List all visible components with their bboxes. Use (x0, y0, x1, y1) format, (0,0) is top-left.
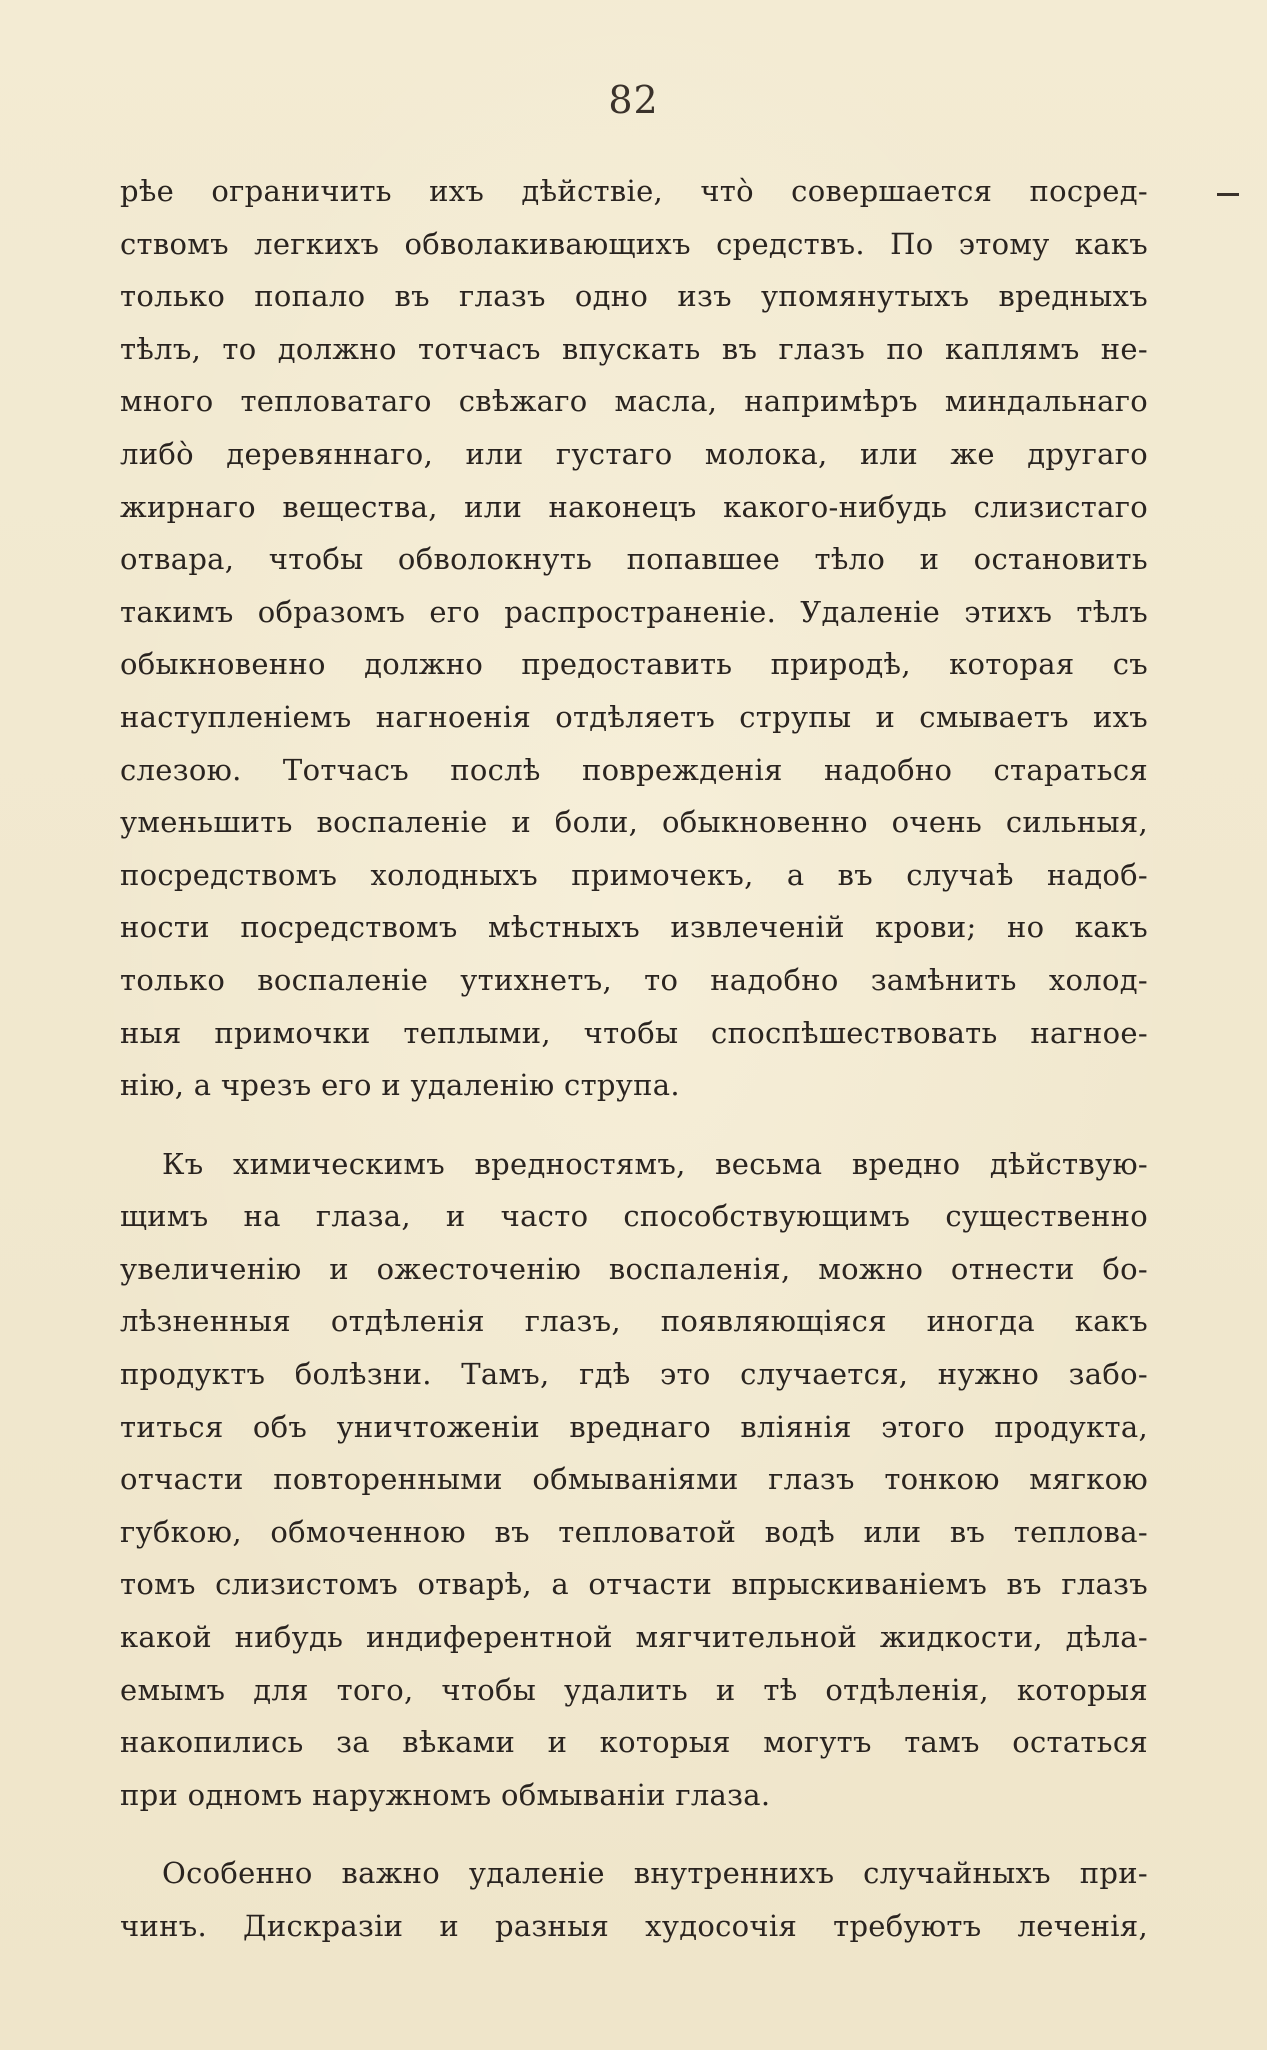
text-line: ности посредствомъ мѣстныхъ извлеченiй крови; но какъ (120, 910, 1148, 945)
page-number: 82 (608, 78, 659, 122)
text-line: Къ химическимъ вредностямъ, весьма вредно дѣйствую- (162, 1146, 1148, 1181)
text-line: только воспаленiе утихнетъ, то надобно замѣнить холод- (120, 962, 1148, 997)
text-line: при одномъ наружномъ обмыванiи глаза. (120, 1777, 771, 1812)
text-line: отчасти повторенными обмыванiями глазъ тонкою мягкою (120, 1462, 1148, 1497)
text-line: лѣзненныя отдѣленiя глазъ, появляющiяся иногда какъ (120, 1304, 1148, 1339)
text-line: емымъ для того, чтобы удалить и тѣ отдѣленiя, которыя (120, 1672, 1148, 1707)
text-line: обыкновенно должно предоставить природѣ, которая съ (120, 647, 1148, 682)
text-line: жирнаго вещества, или наконецъ какого-нибудь слизистаго (120, 489, 1148, 524)
text-line: губкою, обмоченною въ тепловатой водѣ или въ теплова- (120, 1514, 1148, 1549)
text-line: рѣе ограничить ихъ дѣйствiе, чтò совершается посред- (120, 174, 1148, 208)
text-line: такимъ образомъ его распространенiе. Удаленiе этихъ тѣлъ (120, 594, 1148, 629)
text-line: слезою. Тотчасъ послѣ поврежденiя надобно стараться (120, 752, 1148, 787)
text-line: только попало въ глазъ одно изъ упомянутыхъ вредныхъ (120, 279, 1148, 314)
text-line: ныя примочки теплыми, чтобы споспѣшествовать нагное- (120, 1015, 1148, 1050)
text-line: увеличенiю и ожесточенiю воспаленiя, можно отнести бо- (120, 1251, 1148, 1286)
text-line: томъ слизистомъ отварѣ, а отчасти впрыскиванiемъ въ глазъ (120, 1567, 1148, 1602)
text-line: какой нибудь индиферентной мягчительной жидкости, дѣла- (120, 1620, 1148, 1655)
text-line: накопились за вѣками и которыя могутъ тамъ остаться (120, 1725, 1148, 1760)
text-line: нiю, а чрезъ его и удаленiю струпа. (120, 1068, 680, 1103)
text-line: щимъ на глаза, и часто способствующимъ существенно (120, 1199, 1148, 1234)
text-line: титься объ уничтоженiи вреднаго влiянiя этого продукта, (120, 1409, 1148, 1444)
text-line: продуктъ болѣзни. Тамъ, гдѣ это случается, нужно забо- (120, 1357, 1148, 1392)
text-line: отвара, чтобы обволокнуть попавшее тѣло и остановить (120, 542, 1148, 577)
text-line: Особенно важно удаленiе внутреннихъ случайныхъ при- (162, 1856, 1148, 1891)
text-line: много тепловатаго свѣжаго масла, напримѣръ миндальнаго (120, 384, 1148, 419)
text-line: тѣлъ, то должно тотчасъ впускать въ глазъ по каплямъ не- (120, 331, 1148, 366)
text-line: либò деревяннаго, или густаго молока, или же другаго (120, 436, 1148, 471)
text-line: уменьшить воспаленiе и боли, обыкновенно очень сильныя, (120, 805, 1148, 840)
text-line: посредствомъ холодныхъ примочекъ, а въ случаѣ надоб- (120, 857, 1148, 892)
paragraph-gap (120, 1821, 1148, 1847)
page-text (120, 165, 1148, 1953)
paragraph-2 (120, 1138, 1148, 1822)
text-line: ствомъ легкихъ обволакивающихъ средствъ. По этому какъ (120, 226, 1148, 261)
paragraph-gap (120, 1112, 1148, 1138)
paragraph-1 (120, 165, 1148, 1112)
text-line: чинъ. Дискразiи и разныя худосочiя требуютъ леченiя, (120, 1909, 1148, 1943)
paragraph-3 (120, 1847, 1148, 1952)
margin-mark (1217, 193, 1239, 196)
text-line: наступленiемъ нагноенiя отдѣляетъ струпы и смываетъ ихъ (120, 699, 1148, 734)
